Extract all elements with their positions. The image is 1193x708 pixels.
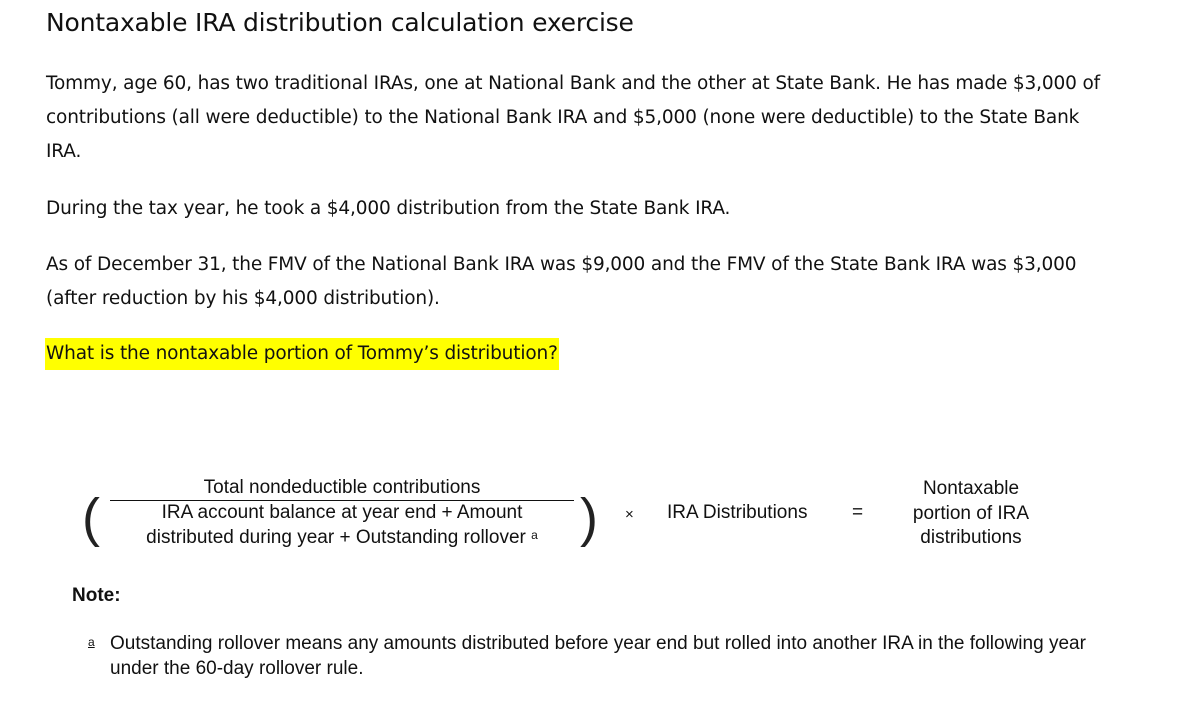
equals-sign: = <box>852 502 864 523</box>
denominator-line-1: IRA account balance at year end + Amount <box>161 502 523 523</box>
fmv-paragraph: As of December 31, the FMV of the National Bank IRA was $9,000 and the FMV of the State Bank IRA was $3,000 (after reduction by his $4,000 distribution). <box>46 254 1077 309</box>
nontaxable-formula <box>0 470 1193 570</box>
ira-distributions-term: IRA Distributions <box>667 502 808 523</box>
left-parenthesis: ( <box>82 488 100 548</box>
formula-denominator <box>110 501 574 551</box>
distribution-paragraph: During the tax year, he took a $4,000 distribution from the State Bank IRA. <box>46 198 731 219</box>
note-heading: Note: <box>72 585 121 606</box>
formula-numerator: Total nondeductible contributions <box>203 477 481 498</box>
denominator-line-2 <box>110 526 574 552</box>
footnote <box>88 632 1098 681</box>
highlighted-question: What is the nontaxable portion of Tommy’s distribution? <box>45 338 559 370</box>
result-line-2: portion of IRA <box>912 502 1030 524</box>
denominator-line-2-text: distributed during year + Outstanding rollover <box>146 526 526 548</box>
right-parenthesis: ) <box>580 488 598 548</box>
formula-result <box>896 477 1046 551</box>
scenario-paragraph: Tommy, age 60, has two traditional IRAs, one at National Bank and the other at State Bank. He has made $3,000 of contributions (all were deductible) to the National Bank IRA and $5,000 (none were deductible) to the State Bank IRA. <box>46 73 1101 162</box>
result-line-3: distributions <box>920 527 1022 548</box>
footnote-reference: a <box>531 527 538 542</box>
footnote-marker: a <box>88 635 95 649</box>
multiply-sign: × <box>625 506 634 523</box>
page-title: Nontaxable IRA distribution calculation exercise <box>46 8 634 37</box>
footnote-text: Outstanding rollover means any amounts distributed before year end but rolled into another IRA in the following year under the 60-day rollover rule. <box>110 633 1086 679</box>
result-line-1: Nontaxable <box>922 478 1020 499</box>
